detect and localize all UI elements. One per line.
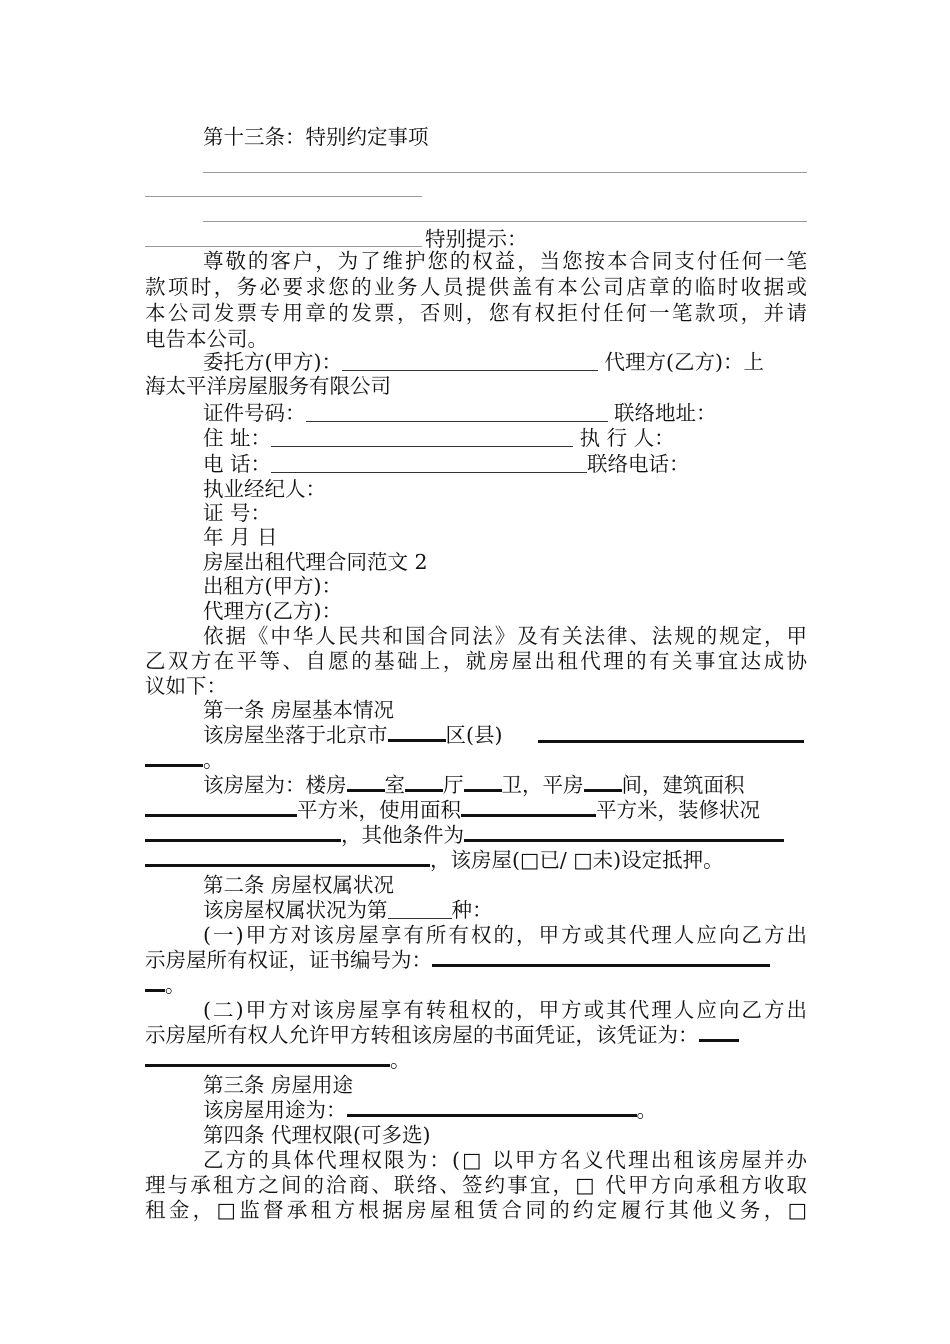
article-1-title: 第一条 房屋基本情况 — [203, 698, 395, 722]
notice-line-3: 本公司发票专用章的发票，否则，您有权拒付任何一笔款项，并请 — [145, 301, 807, 325]
article-13-title: 第十三条：特别约定事项 — [203, 125, 429, 149]
entrust-party-blank — [342, 352, 598, 371]
article-2-title: 第二条 房屋权属状况 — [203, 873, 395, 897]
article-4-title: 第四条 代理权限(可多选) — [203, 1123, 431, 1147]
date-label: 年 月 日 — [203, 525, 278, 549]
bath-blank — [464, 773, 502, 792]
use-area-blank — [461, 798, 596, 817]
ownership-type-label: 该房屋权属状况为第 — [203, 898, 388, 922]
notice-title: 特别提示： — [425, 227, 528, 251]
use-area-label: 平方米，使用面积 — [297, 798, 461, 822]
article-3-title: 第三条 房屋用途 — [203, 1073, 354, 1097]
id-number-blank — [306, 403, 608, 422]
executor-label: 执 行 人： — [579, 426, 675, 450]
entrust-party-line — [203, 349, 807, 375]
cert-no-label: 证 号： — [203, 501, 272, 525]
bungalow-blank — [584, 773, 622, 792]
address-line — [203, 425, 807, 451]
id-number-label: 证件号码： — [203, 401, 306, 425]
ownership-2-line-2 — [145, 1022, 807, 1048]
other-cond-blank-cont — [145, 848, 430, 867]
ownership-2-line-3 — [145, 1047, 807, 1073]
phone-label: 电 话： — [203, 452, 272, 476]
location-city-label: 该房屋坐落于北京市 — [203, 723, 388, 747]
district-blank — [388, 723, 446, 742]
hall-blank — [405, 773, 443, 792]
ownership-1-line-1: (一)甲方对该房屋享有所有权的，甲方或其代理人应向乙方出 — [203, 923, 807, 947]
lessor-label: 出租方(甲方)： — [203, 574, 342, 598]
other-cond-blank — [464, 823, 784, 842]
id-number-line — [203, 400, 807, 426]
period: 。 — [165, 973, 186, 997]
phone-line — [203, 451, 807, 477]
period: 。 — [636, 1098, 657, 1122]
intro-line-1: 依据《中华人民共和国合同法》及有关法律、法规的规定，甲 — [203, 624, 807, 648]
notice-line-2: 款项时，务必要求您的业务人员提供盖有本公司店章的临时收据或 — [145, 275, 807, 299]
authority-line-2: 理与承租方之间的洽商、联络、签约事宜，□ 代甲方向承租方收取 — [145, 1173, 807, 1197]
location-line — [203, 722, 807, 748]
location-line-2 — [145, 747, 807, 773]
cert-number-blank-cont — [145, 973, 165, 992]
sublease-cert-label: 示房屋所有权人允许甲方转租该房屋的书面凭证，该凭证为： — [145, 1023, 699, 1047]
authority-line-1: 乙方的具体代理权限为：(□ 以甲方名义代理出租该房屋并办 — [203, 1148, 807, 1172]
building-area-blank — [145, 798, 297, 817]
blank-line — [203, 172, 807, 173]
address-blank — [271, 428, 573, 447]
decor-line — [145, 822, 807, 848]
location-district-label: 区(县) — [445, 723, 503, 747]
blank-line — [203, 221, 807, 222]
decor-blank — [145, 823, 341, 842]
hall-label: 厅 — [443, 773, 464, 797]
room-label: 室 — [384, 773, 405, 797]
usage-label: 该房屋用途为： — [203, 1098, 347, 1122]
decor-label: 平方米，装修状况 — [596, 798, 760, 822]
location-blank — [538, 740, 804, 743]
notice-line-1: 尊敬的客户，为了维护您的权益，当您按本合同支付任何一笔 — [203, 249, 807, 273]
ownership-type-suffix: 种： — [451, 898, 493, 922]
blank-line — [145, 246, 422, 247]
usage-line — [203, 1097, 807, 1123]
notice-line-4: 电告本公司。 — [145, 327, 268, 351]
mortgage-label: ，该房屋(□已/ □未)设定抵押。 — [430, 848, 724, 872]
other-cond-label: ，其他条件为 — [341, 823, 464, 847]
agent-party-label: 代理方(乙方)：上 — [604, 350, 765, 374]
sublease-cert-blank-cont — [145, 1048, 390, 1067]
contact-address-label: 联络地址： — [614, 401, 717, 425]
mortgage-line — [145, 847, 807, 873]
area-line — [145, 797, 807, 823]
ownership-1-line-3 — [145, 972, 807, 998]
usage-blank — [347, 1098, 637, 1117]
authority-line-3: 租金，□监督承租方根据房屋租赁合同的约定履行其他义务，□ — [145, 1198, 807, 1222]
area-label: 间，建筑面积 — [621, 773, 745, 797]
agent-company: 海太平洋房屋服务有限公司 — [145, 374, 391, 398]
room-blank — [347, 773, 385, 792]
address-label: 住 址： — [203, 426, 272, 450]
intro-line-3: 议如下： — [145, 674, 227, 698]
phone-blank — [271, 454, 587, 473]
intro-line-2: 乙双方在平等、自愿的基础上，就房屋出租代理的有关事宜达成协 — [145, 649, 807, 673]
ownership-1-line-2 — [145, 947, 807, 973]
broker-label: 执业经纪人： — [203, 477, 326, 501]
house-type-label: 该房屋为：楼房 — [203, 773, 347, 797]
sublease-cert-blank — [699, 1023, 739, 1042]
location-blank-cont — [145, 748, 203, 767]
contact-phone-label: 联络电话： — [587, 452, 690, 476]
agent-2-label: 代理方(乙方)： — [203, 599, 342, 623]
period: 。 — [203, 748, 224, 772]
ownership-type-blank — [388, 900, 452, 919]
entrust-party-label: 委托方(甲方)： — [203, 350, 342, 374]
house-type-line — [203, 772, 807, 798]
contract-2-title: 房屋出租代理合同范文 2 — [203, 550, 428, 574]
cert-number-label: 示房屋所有权证，证书编号为： — [145, 948, 432, 972]
cert-number-blank — [432, 948, 770, 967]
ownership-type-line — [203, 897, 807, 923]
ownership-2-line-1: (二)甲方对该房屋享有转租权的，甲方或其代理人应向乙方出 — [203, 998, 807, 1022]
blank-line — [145, 196, 422, 197]
period: 。 — [390, 1048, 411, 1072]
bath-label: 卫，平房 — [501, 773, 584, 797]
